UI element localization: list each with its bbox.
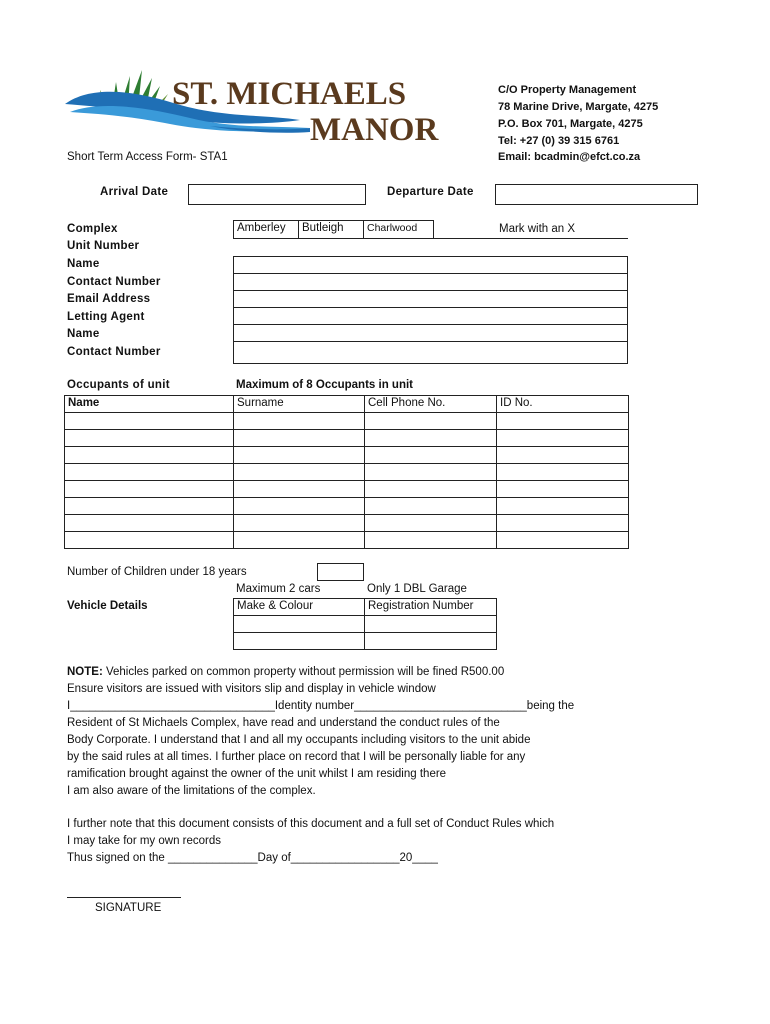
occupant-3-surname-field[interactable] xyxy=(233,446,365,464)
note-text: Vehicles parked on common property without permission will be fined R500.00 xyxy=(102,666,505,678)
occupant-5-id-field[interactable] xyxy=(496,480,629,498)
complex-label: Complex xyxy=(67,223,118,235)
occupant-8-name-field[interactable] xyxy=(64,531,234,549)
occupants-header-id: ID No. xyxy=(496,395,629,413)
departure-date-field[interactable] xyxy=(495,184,698,205)
occupant-6-id-field[interactable] xyxy=(496,497,629,515)
name-label: Name xyxy=(67,258,100,270)
occupant-7-name-field[interactable] xyxy=(64,514,234,532)
garage-note: Only 1 DBL Garage xyxy=(367,583,467,595)
occupants-header-surname: Surname xyxy=(233,395,365,413)
occupant-1-surname-field[interactable] xyxy=(233,412,365,430)
complex-option-charlwood[interactable]: Charlwood xyxy=(363,220,434,239)
occupant-7-surname-field[interactable] xyxy=(233,514,365,532)
declaration-line-6: ramification brought against the owner of the unit whilst I am residing there xyxy=(67,768,447,780)
occupant-3-id-field[interactable] xyxy=(496,446,629,464)
occupant-1-cell-phone-field[interactable] xyxy=(364,412,497,430)
occupant-2-name-field[interactable] xyxy=(64,429,234,447)
declaration-line-3: Resident of St Michaels Complex, have read and understand the conduct rules of the xyxy=(67,717,500,729)
arrival-date-field[interactable] xyxy=(188,184,366,205)
email-address-label: Email Address xyxy=(67,293,151,305)
occupant-5-name-field[interactable] xyxy=(64,480,234,498)
agent-name-field[interactable] xyxy=(233,324,628,342)
max-occupants-note: Maximum of 8 Occupants in unit xyxy=(236,379,413,391)
agent-contact-number-label: Contact Number xyxy=(67,346,161,358)
occupant-4-name-field[interactable] xyxy=(64,463,234,481)
logo-text-line2: MANOR xyxy=(310,112,439,148)
occupant-8-surname-field[interactable] xyxy=(233,531,365,549)
occupant-4-surname-field[interactable] xyxy=(233,463,365,481)
mark-with-x-note: Mark with an X xyxy=(499,223,576,235)
form-title: Short Term Access Form- STA1 xyxy=(67,151,228,163)
occupant-3-cell-phone-field[interactable] xyxy=(364,446,497,464)
children-under-18-label: Number of Children under 18 years xyxy=(67,566,247,578)
agent-contact-number-field[interactable] xyxy=(233,341,628,364)
contact-number-label: Contact Number xyxy=(67,276,161,288)
occupant-5-cell-phone-field[interactable] xyxy=(364,480,497,498)
declaration-line-1: Ensure visitors are issued with visitors slip and display in vehicle window xyxy=(67,683,436,695)
occupant-6-cell-phone-field[interactable] xyxy=(364,497,497,515)
vehicle-header-make-colour: Make & Colour xyxy=(233,598,365,616)
vehicle-1-make-field[interactable] xyxy=(233,615,365,633)
declaration-line-7: I am also aware of the limitations of the complex. xyxy=(67,785,316,797)
agent-name-label: Name xyxy=(67,328,100,340)
declaration-line-5: by the said rules at all times. I further place on record that I will be personally liable for any xyxy=(67,751,526,763)
occupant-3-name-field[interactable] xyxy=(64,446,234,464)
occupant-7-cell-phone-field[interactable] xyxy=(364,514,497,532)
note-line xyxy=(67,666,504,678)
occupant-4-cell-phone-field[interactable] xyxy=(364,463,497,481)
contact-line-5: Email: bcadmin@efct.co.za xyxy=(498,151,641,163)
complex-option-amberley[interactable]: Amberley xyxy=(233,220,299,239)
vehicle-2-registration-field[interactable] xyxy=(364,632,497,650)
vehicle-2-make-field[interactable] xyxy=(233,632,365,650)
occupant-8-cell-phone-field[interactable] xyxy=(364,531,497,549)
contact-line-1: C/O Property Management xyxy=(498,84,637,96)
letting-agent-field[interactable] xyxy=(233,307,628,325)
name-field[interactable] xyxy=(233,256,628,274)
occupant-2-surname-field[interactable] xyxy=(233,429,365,447)
occupant-6-surname-field[interactable] xyxy=(233,497,365,515)
email-address-field[interactable] xyxy=(233,290,628,308)
vehicle-details-label: Vehicle Details xyxy=(67,600,148,612)
declaration-line-4: Body Corporate. I understand that I and all my occupants including visitors to the unit abide xyxy=(67,734,531,746)
children-count-field[interactable] xyxy=(317,563,364,581)
occupant-8-id-field[interactable] xyxy=(496,531,629,549)
occupant-7-id-field[interactable] xyxy=(496,514,629,532)
letting-agent-label: Letting Agent xyxy=(67,311,145,323)
conduct-rules-line-1: I further note that this document consists of this document and a full set of Conduct Rules which xyxy=(67,818,555,830)
note-prefix: NOTE: xyxy=(67,666,103,678)
max-cars-note: Maximum 2 cars xyxy=(236,583,321,595)
occupants-section-label: Occupants of unit xyxy=(67,379,170,391)
occupant-4-id-field[interactable] xyxy=(496,463,629,481)
st-michaels-manor-logo xyxy=(60,68,450,148)
signed-on-line: Thus signed on the ______________Day of_________________20____ xyxy=(67,852,438,864)
mark-underline xyxy=(434,238,628,239)
occupant-5-surname-field[interactable] xyxy=(233,480,365,498)
contact-number-field[interactable] xyxy=(233,273,628,291)
vehicle-header-registration: Registration Number xyxy=(364,598,497,616)
arrival-date-label: Arrival Date xyxy=(100,186,169,198)
logo-text-line1: ST. MICHAELS xyxy=(172,76,407,112)
declaration-line-2: I________________________________Identity number___________________________being the xyxy=(67,700,575,712)
occupant-2-id-field[interactable] xyxy=(496,429,629,447)
vehicle-1-registration-field[interactable] xyxy=(364,615,497,633)
occupant-2-cell-phone-field[interactable] xyxy=(364,429,497,447)
occupant-6-name-field[interactable] xyxy=(64,497,234,515)
occupant-1-name-field[interactable] xyxy=(64,412,234,430)
occupant-1-id-field[interactable] xyxy=(496,412,629,430)
contact-line-2: 78 Marine Drive, Margate, 4275 xyxy=(498,101,659,113)
signature-label: SIGNATURE xyxy=(95,902,162,914)
conduct-rules-line-2: I may take for my own records xyxy=(67,835,222,847)
complex-option-butleigh[interactable]: Butleigh xyxy=(298,220,364,239)
occupants-header-name: Name xyxy=(64,395,234,413)
occupants-header-cell-phone: Cell Phone No. xyxy=(364,395,497,413)
signature-line[interactable] xyxy=(67,897,181,898)
contact-line-4: Tel: +27 (0) 39 315 6761 xyxy=(498,135,620,147)
unit-number-label: Unit Number xyxy=(67,240,140,252)
contact-line-3: P.O. Box 701, Margate, 4275 xyxy=(498,118,643,130)
departure-date-label: Departure Date xyxy=(387,186,474,198)
